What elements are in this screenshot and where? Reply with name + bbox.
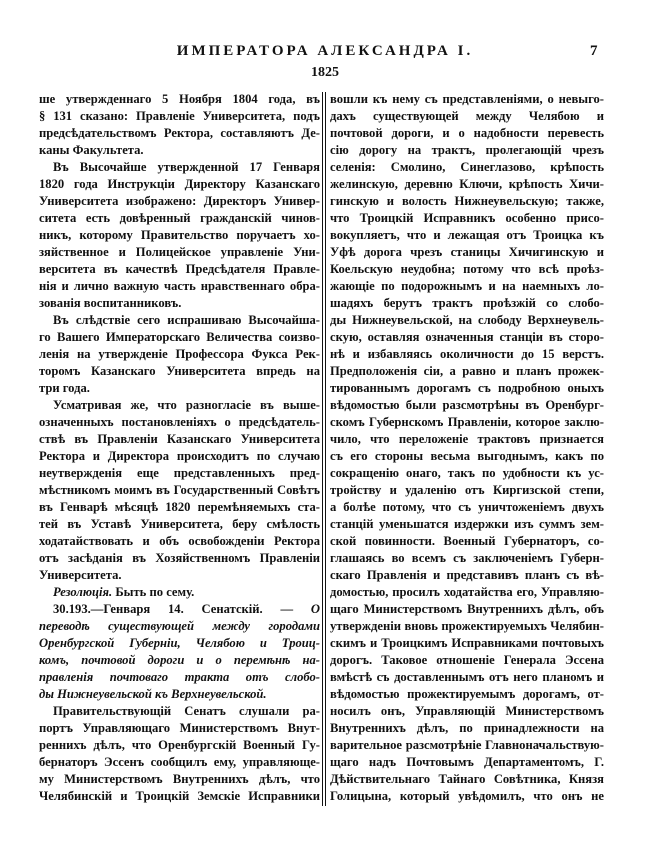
text-line: Университета.: [39, 568, 122, 582]
text-line: Уфѣ дорога чрезъ станицы Хичигинскую и: [330, 245, 604, 259]
text-line: зованія воспитанниковъ.: [39, 296, 182, 310]
text-line: скимъ и Троицкимъ Исправниками почтовыхъ: [330, 636, 604, 650]
text-line: жающіе по подорожнымъ и на наемныхъ ло-: [330, 279, 604, 293]
text-line: Дѣйствительнаго Тайнаго Совѣтника, Князя: [330, 772, 604, 786]
text-line: станцій уменьшатся издержки изъ суммъ зем-: [330, 517, 604, 531]
text-line: ды Нижнеувельской, на слободу Верхнеувель-: [330, 313, 604, 327]
text-line: реннихъ дѣлъ, что Оренбургскій Военный Гу-: [39, 738, 320, 752]
text-line: Предположенія сіи, а равно и планъ прожек-: [330, 364, 604, 378]
text-line: дахъ существующей между Челябою и: [330, 109, 604, 123]
text-line: нѣ и избавляясь околичности до 15 верстъ.: [330, 347, 604, 361]
text-line: а болѣе потому, что съ уничтоженіемъ двухъ: [330, 500, 604, 514]
text-line: желинскую, деревню Ключи, крѣпость Хичи-: [330, 177, 604, 191]
text-line: отъ засѣданія въ Хозяйственномъ Правленіи: [39, 551, 320, 565]
text-span: 30.193.—Генваря 14. Сенатскій. —: [53, 602, 311, 616]
text-line: вокупляетъ, что и лежащая отъ Троицка къ: [330, 228, 604, 242]
text-line: гинскую и волость Нижнеувельскую; также,: [330, 194, 604, 208]
text-line: верситета въ качествѣ Предсѣдателя Правле-: [39, 262, 320, 276]
text-line: глашаясь во всемъ съ заключеніемъ Губерн-: [330, 551, 604, 565]
text-line: ходатайствовать и объ освобожденіи Ректора: [39, 534, 320, 548]
text-line: вѣдомостью были разсмотрѣны въ Оренбург-: [330, 398, 604, 412]
text-line: переводѣ существующей между городами: [39, 619, 320, 633]
text-line: скомъ Губернскомъ Правленіи, которое заклю-: [330, 415, 604, 429]
text-line: щаго Министерствомъ Внутреннихъ дѣлъ, объ: [330, 602, 604, 616]
text-line: съ его стороны весьма выгоднымъ, какъ по: [330, 449, 604, 463]
text-line: ствѣ въ Правленіи Казанскаго Университета: [39, 432, 320, 446]
text-line: торомъ Казанскаго Университета впредь на: [39, 364, 320, 378]
text-line: правленія почтоваго тракта отъ слобо-: [39, 670, 320, 684]
text-line: го Вашего Императорскаго Величества соизво-: [39, 330, 320, 344]
text-line: вошли къ нему съ представленіями, о невыго-: [330, 92, 604, 106]
text-line: Усматривая же, что разногласіе въ выше-: [53, 398, 320, 412]
text-line: тей въ Уставѣ Университета, беру смѣлость: [39, 517, 320, 531]
year-heading: 1825: [311, 65, 339, 80]
text-line: ленія на утвержденіе Профессора Фукса Рек-: [39, 347, 320, 361]
text-line: Ректора и Директора происходитъ по случаю: [39, 449, 320, 463]
text-line: вѣдомостью прожектируемымъ дорогамъ, от-: [330, 687, 604, 701]
text-line: почтовой дороги, и о надобности перевесть: [330, 126, 604, 140]
text-line: шадяхъ берутъ трактъ проѣзжій со слобо-: [330, 296, 604, 310]
text-line: Университета изображено: Директоръ Универ-: [39, 194, 320, 208]
left-text-column: [39, 91, 320, 805]
text-line: неутвержденія еще представленныхъ пред-: [39, 466, 320, 480]
text-line: чило, что переложеніе трактовъ признается: [330, 432, 604, 446]
text-line: нія и лично важную часть нравственнаго обра-: [39, 279, 320, 293]
text-line: вмѣстѣ съ доставленнымъ отъ него планомъ и: [330, 670, 604, 684]
text-line: Въ слѣдствіе сего испрашиваю Высочайша-: [53, 313, 320, 327]
text-line: селенія: Смолино, Синеглазово, крѣпость: [330, 160, 604, 174]
text-line: каны Факультета.: [39, 143, 144, 157]
running-header-title: ИМПЕРАТОРА АЛЕКСАНДРА I.: [176, 43, 474, 59]
right-text-column: [330, 91, 604, 805]
text-line: ситета есть довѣренный гражданскій чинов-: [39, 211, 320, 225]
text-line: мѣстникомъ моимъ въ Государственный Совѣтъ: [39, 483, 320, 497]
italic-text-span: О: [310, 602, 320, 616]
text-span: Быть по сему.: [112, 585, 195, 599]
text-line: щаго надъ Почтовымъ Департаментомъ, Г.: [330, 755, 604, 769]
text-line: въ Генварѣ мѣсяцѣ 1820 перемѣняемыхъ ста-: [39, 500, 320, 514]
column-divider-rule: [325, 92, 326, 806]
text-line: ды Нижнеувельской къ Верхнеувельской.: [39, 687, 267, 701]
text-line: варительное разсмотрѣніе Главноначальствую-: [330, 738, 604, 752]
text-line: Голицына, который увѣдомилъ, что онъ не: [330, 789, 604, 803]
text-line: [39, 584, 320, 601]
text-line: что Троицкій Исправникъ особенно присо-: [330, 211, 604, 225]
text-line: тированнымъ дорогамъ съ подробною оныхъ: [330, 381, 604, 395]
text-line: сокращенію онаго, такъ по удобности къ ус-: [330, 466, 604, 480]
text-line: комъ, почтовой дороги и о перемѣнѣ на-: [39, 653, 320, 667]
text-line: § 131 сказано: Правленіе Университета, подъ: [39, 109, 320, 123]
text-line: дорогъ. Таковое отношеніе Генерала Эссена: [330, 653, 604, 667]
text-line: Коельскую неудобна; потому что всѣ проѣз-: [330, 262, 604, 276]
text-line: 1820 года Инструкціи Директору Казанскаго: [39, 177, 320, 191]
text-line: утвержденіи вновь прожектируемыхъ Челябин-: [330, 619, 604, 633]
text-line: предсѣдательствомъ Ректора, составляютъ Де-: [39, 126, 320, 140]
text-line: три года.: [39, 381, 90, 395]
text-line: му Министерствомъ Внутреннихъ дѣлъ, что: [39, 772, 320, 786]
page-number: 7: [590, 43, 598, 59]
text-line: Челябинскій и Троицкій Земскіе Исправники: [39, 789, 320, 803]
text-line: Въ Высочайше утвержденной 17 Генваря: [53, 160, 320, 174]
column-divider-rule: [322, 92, 323, 806]
text-line: ской повинности. Военный Губернаторъ, со-: [330, 534, 604, 548]
text-line: Правительствующій Сенатъ слушали ра-: [53, 704, 320, 718]
italic-text-span: Резолюція.: [53, 585, 113, 599]
text-line: никъ, которому Правительство поручаетъ хо-: [39, 228, 320, 242]
text-line: бернаторъ Эссенъ сообщилъ ему, управляюще-: [39, 755, 320, 769]
text-line: скаго Правленія и представивъ планъ съ вѣ-: [330, 568, 604, 582]
text-line: зяйственное и Полицейское управленіе Уни-: [39, 245, 320, 259]
text-line: сію дорогу на трактъ, пролегающій чрезъ: [330, 143, 604, 157]
text-line: означенныхъ постановленіяхъ о предсѣдатель-: [39, 415, 320, 429]
text-line: носилъ онъ, Управляющій Министерствомъ: [330, 704, 604, 718]
text-line: [39, 601, 320, 618]
text-line: тройству и удаленію отъ Киргизской степи,: [330, 483, 604, 497]
text-line: портъ Управляющаго Министерствомъ Внут-: [39, 721, 320, 735]
text-line: домостью, просилъ ходатайства его, Управляю-: [330, 585, 604, 599]
text-line: скую, оставляя означенныя станціи въ сторо-: [330, 330, 604, 344]
text-line: Оренбургской Губерніи, Челябою и Троиц-: [39, 636, 320, 650]
text-line: Внутреннихъ дѣлъ, по принадлежности на: [330, 721, 604, 735]
text-line: ше утвержденнаго 5 Ноября 1804 года, въ: [39, 92, 320, 106]
